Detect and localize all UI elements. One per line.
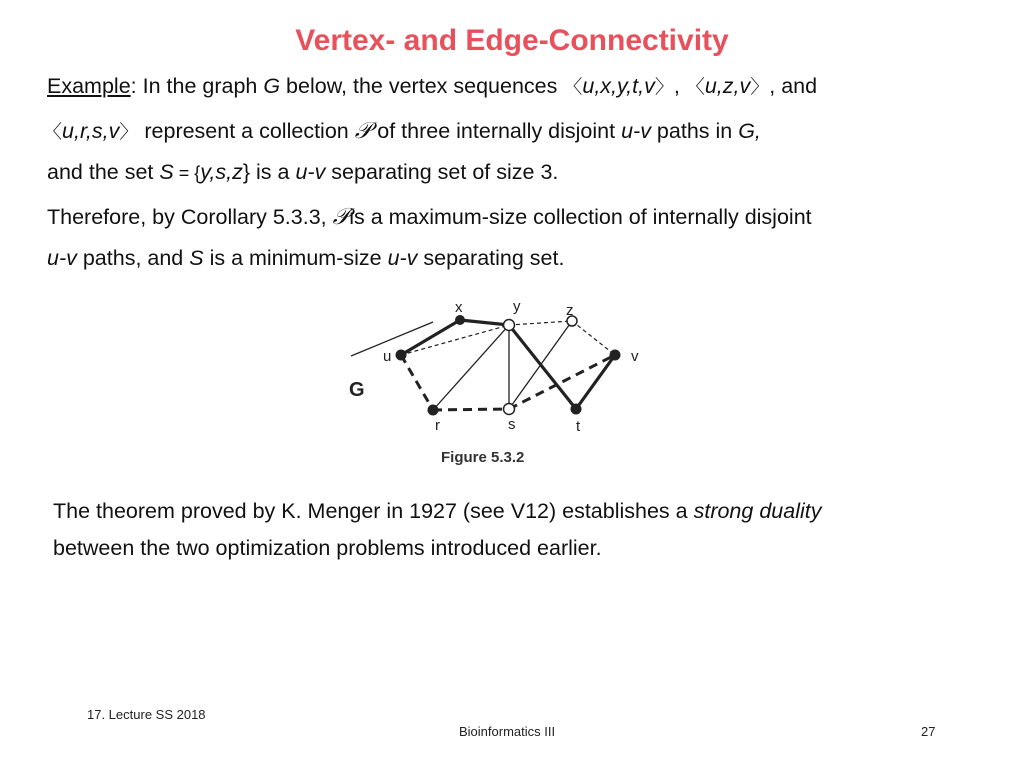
vertex-r: [428, 405, 439, 416]
edge-u-r-path: [401, 355, 433, 410]
slide-title: Vertex- and Edge-Connectivity: [295, 24, 729, 57]
vertex-label-u: u: [383, 348, 392, 365]
vertex-label-s: s: [508, 416, 516, 433]
vertex-t: [571, 404, 582, 415]
edge-r-s-path: [433, 409, 509, 410]
vertex-label-y: y: [513, 298, 521, 315]
vertex-y: [504, 320, 515, 331]
vertex-label-r: r: [435, 417, 440, 434]
vertex-x: [455, 315, 465, 325]
vertex-label-t: t: [576, 418, 581, 435]
footer-course: Bioinformatics III: [459, 724, 556, 739]
edge-x-y-path: [460, 320, 509, 325]
example-line-1: Example: In the graph G below, the vertex sequences 〈u,x,y,t,v〉, 〈u,z,v〉, and: [47, 74, 818, 98]
graph-label: G: [349, 379, 365, 401]
page-number: 27: [921, 724, 936, 739]
edge-u-y-dashed: [401, 325, 509, 355]
edge-x-s: [351, 322, 433, 356]
collection-symbol: 𝒫: [332, 204, 350, 230]
example-line-4: Therefore, by Corollary 5.3.3, 𝒫is a maximum-size collection of internally disjoint: [47, 204, 812, 230]
edge-s-v-path: [509, 355, 615, 409]
vertex-s: [504, 404, 515, 415]
vertex-u: [396, 350, 407, 361]
footer-lecture: 17. Lecture SS 2018: [87, 707, 206, 722]
vertex-label-x: x: [455, 299, 463, 316]
edge-t-v-path: [576, 355, 615, 409]
figure-caption: Figure 5.3.2: [441, 449, 525, 466]
example-label: Example: [47, 74, 131, 98]
edge-u-x-path: [401, 320, 460, 355]
edge-z-v-dashed: [572, 321, 615, 355]
vertex-label-v: v: [631, 348, 639, 365]
graph-figure: [300, 288, 680, 483]
vertex-label-z: z: [566, 302, 574, 319]
example-line-5: u-v paths, and S is a minimum-size u-v separating set.: [47, 246, 565, 270]
graph-svg: [300, 288, 680, 483]
edge-y-t-path: [509, 325, 576, 409]
theorem-line-2: between the two optimization problems introduced earlier.: [53, 536, 602, 560]
vertex-v: [610, 350, 621, 361]
example-line-3: and the set S = {y,s,z} is a u-v separating set of size 3.: [47, 160, 559, 184]
theorem-line-1: The theorem proved by K. Menger in 1927 (see V12) establishes a strong duality: [53, 499, 822, 523]
collection-symbol: 𝒫: [354, 118, 372, 144]
strong-duality-emphasis: strong duality: [693, 499, 822, 523]
edge-r-y: [433, 325, 509, 410]
edge-y-z-dashed: [509, 321, 572, 325]
example-line-2: 〈u,r,s,v〉 represent a collection 𝒫 of three internally disjoint u-v paths in G,: [43, 118, 761, 144]
